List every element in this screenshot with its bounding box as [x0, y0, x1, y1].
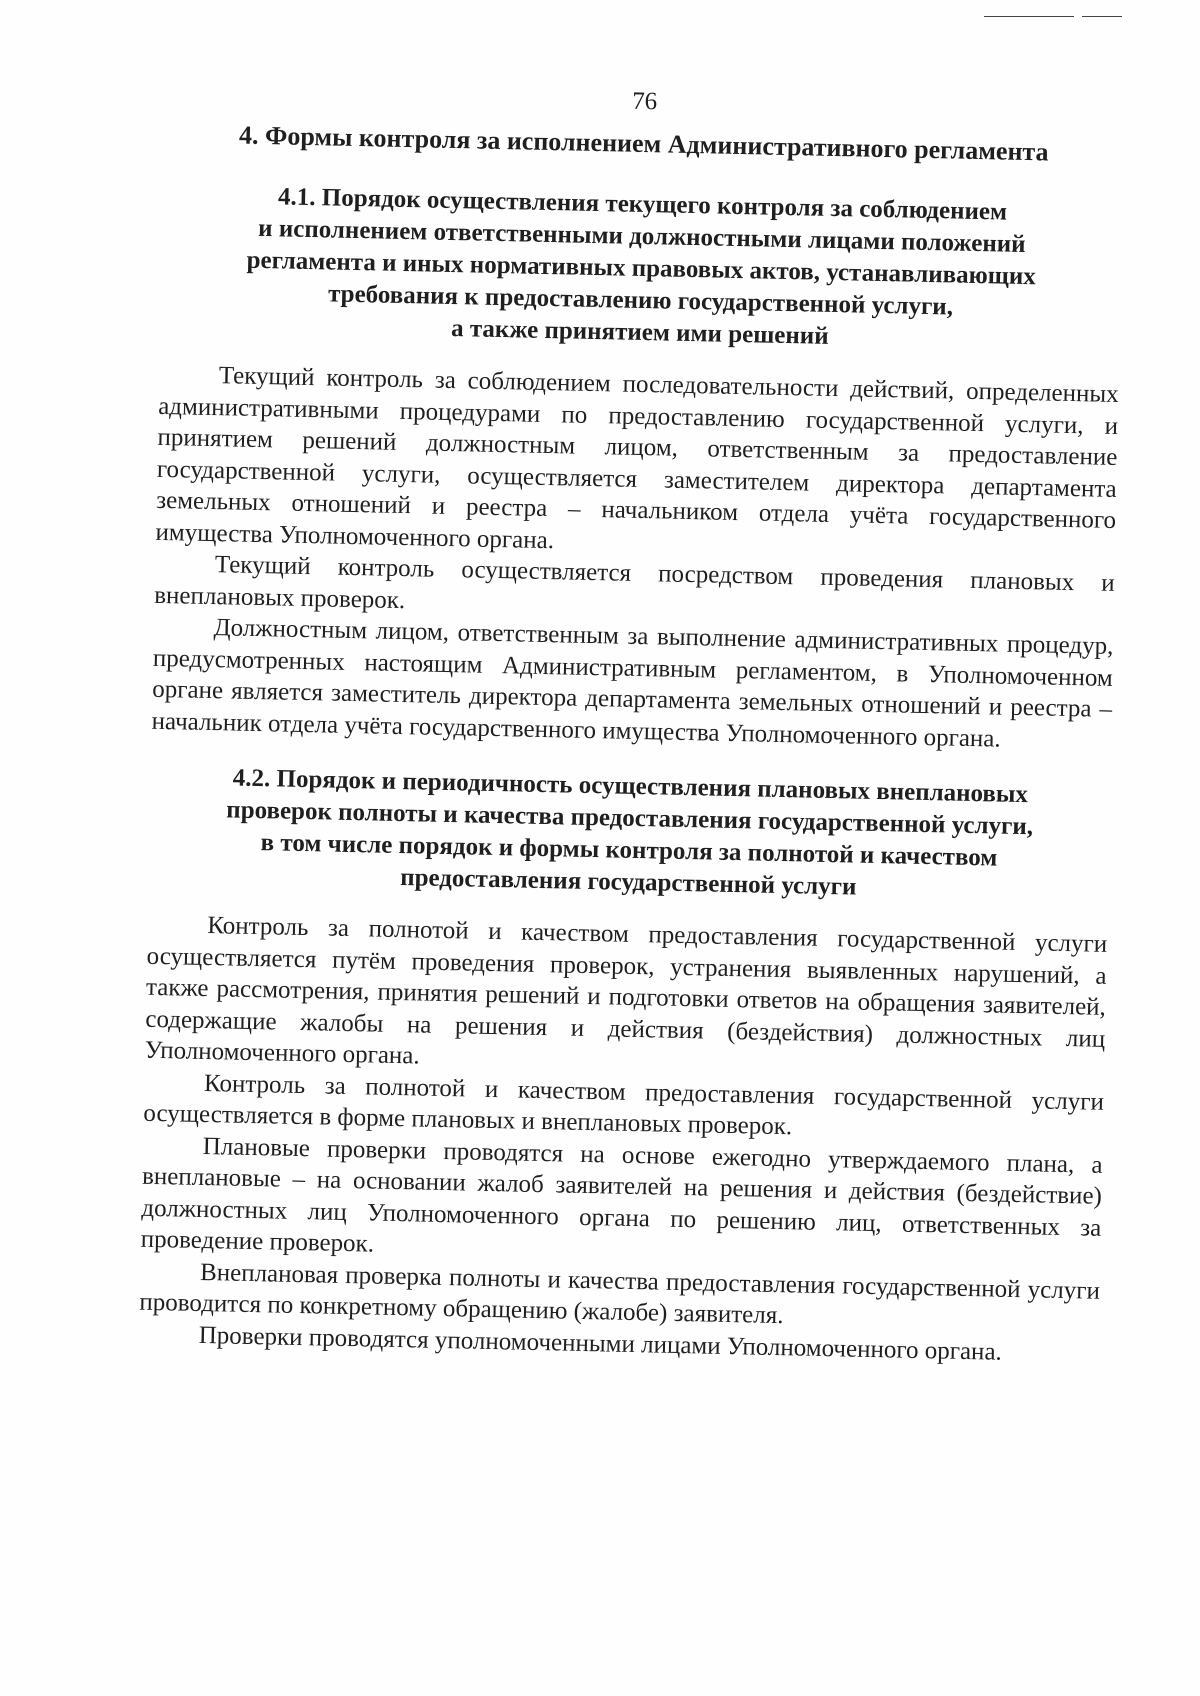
section-title-line: в том числе порядок и формы контроля за полнотой и качеством	[260, 829, 998, 872]
section-title-line: а также принятием ими решений	[450, 315, 829, 351]
page-number: 76	[631, 87, 658, 116]
section-4-1-title	[160, 179, 1123, 359]
paragraph: Текущий контроль осуществляется посредством проведения плановых и внеплановых проверок.	[153, 551, 1116, 614]
section-title-line: 4.1. Порядок осуществления текущего контроля за соблюдением	[277, 183, 1008, 226]
chapter-title: 4. Формы контроля за исполнением Административного регламента	[238, 120, 1049, 167]
section-title-line: и исполнением ответственными должностными лицами положений	[257, 215, 1026, 259]
paragraph: Должностным лицом, ответственным за выполнение административных процедур, предусмотренных настоящим Административным регламентом, в Уполномоченном органе является заместитель директора департамента земельных отношений и реестра – начальник отдела учёта государственного имущества Уполномоченного органа.	[151, 614, 1114, 753]
section-title-line: предоставления государственной услуги	[399, 864, 857, 901]
section-title-line: проверок полноты и качества предоставления государственной услуги,	[226, 796, 1034, 841]
section-4-2	[138, 761, 1110, 1370]
paragraph: Текущий контроль за соблюдением последовательности действий, определенных административными процедурами по предоставлению государственной услуги, и принятием решений должностным лицом, ответственным за предоставление государственной услуги, осуществляется заместителем директора департамента земельных отношений и реестра – начальником отдела учёта государственного имущества Уполномоченного органа.	[155, 362, 1119, 554]
scan-header-mark	[984, 12, 1130, 20]
paragraph: Проверки проводятся уполномоченными лицами Уполномоченного органа.	[198, 1321, 1003, 1366]
section-4-1	[151, 179, 1122, 757]
paragraph: Контроль за полнотой и качеством предоставления государственной услуги осуществляется в форме плановых и внеплановых проверок.	[143, 1069, 1105, 1141]
section-title-line: требования к предоставлению государственной услуги,	[327, 280, 954, 321]
paragraph: Контроль за полнотой и качеством предоставления государственной услуги осуществляется путём проведения проверок, устранения выявленных нарушений, а также рассмотрения, принятия решений и подготовки ответов на обращения заявителей, содержащие жалобы на решения и действия (бездействия) должностных лиц Уполномоченного органа.	[144, 912, 1108, 1070]
section-title-line: 4.2. Порядок и периодичность осуществления плановых внеплановых	[232, 764, 1029, 809]
paragraph: Плановые проверки проводятся на основе ежегодно утверждаемого плана, а внеплановые – на основании жалоб заявителей на решения и действия (бездействие) должностных лиц Уполномоченного органа по решению лиц, ответственных за проведение проверок.	[140, 1132, 1103, 1258]
section-4-2-title	[148, 761, 1110, 909]
page-content	[138, 78, 1125, 1394]
section-title-line: регламента и иных нормативных правовых актов, устанавливающих	[246, 246, 1037, 291]
paragraph: Внеплановая проверка полноты и качества предоставления государственной услуги проводится по конкретному обращению (жалобе) заявителя.	[139, 1258, 1101, 1330]
